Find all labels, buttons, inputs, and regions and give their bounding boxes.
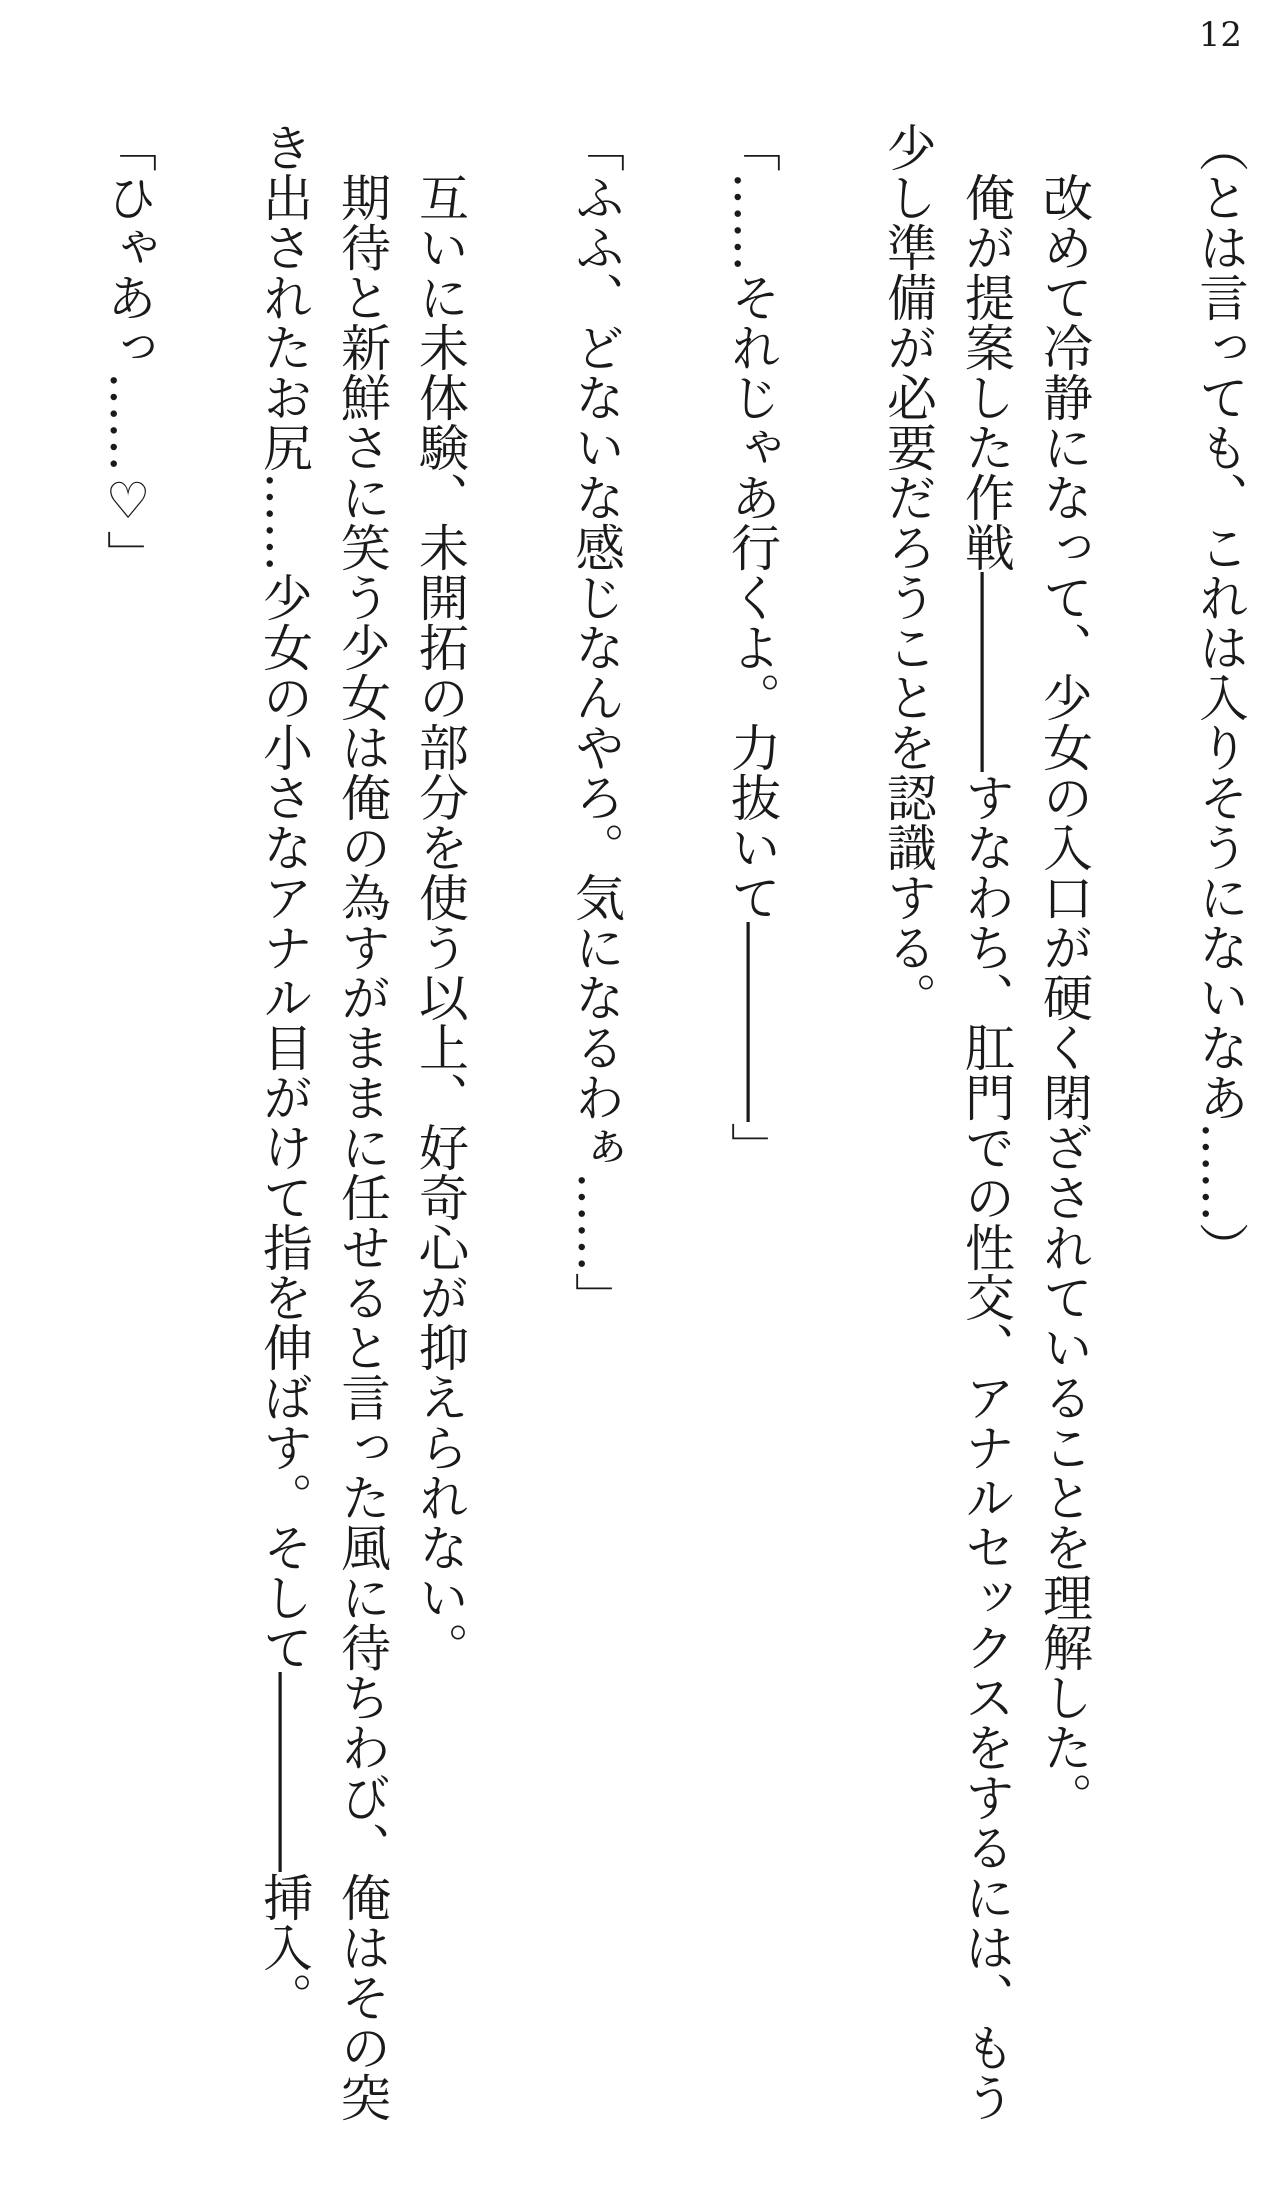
text-line bbox=[167, 122, 245, 2196]
text-line: 期待と新鮮さに笑う少女は俺の為すがままに任せると言った風に待ちわび、俺はその突 bbox=[333, 122, 391, 2122]
text-line bbox=[1103, 122, 1181, 2196]
text-line bbox=[791, 122, 869, 2196]
text-line: 「ひゃあっ……♡」 bbox=[99, 122, 157, 580]
text-line: 互いに未体験、未開拓の部分を使う以上、好奇心が抑えられない。 bbox=[411, 122, 469, 1672]
text-line: 俺が提案した作戦――――すなわち、肛門での性交、アナルセックスをするには、もう bbox=[957, 122, 1015, 2122]
text-line: き出されたお尻……少女の小さなアナル目がけて指を伸ばす。そして――――挿入。 bbox=[255, 122, 313, 2022]
text-line: 「……それじゃあ行くよ。力抜いて――――」 bbox=[723, 122, 781, 1172]
text-line: 改めて冷静になって、少女の入口が硬く閉ざされていることを理解した。 bbox=[1035, 122, 1093, 1822]
text-line bbox=[479, 122, 557, 2196]
text-line: 「ふふ、どないな感じなんやろ。気になるわぁ……」 bbox=[567, 122, 625, 1322]
page-number: 12 bbox=[1198, 15, 1242, 55]
text-line: 少し準備が必要だろうことを認識する。 bbox=[879, 122, 937, 1022]
vertical-text-area bbox=[89, 122, 1259, 2196]
text-line bbox=[635, 122, 713, 2196]
text-line: （とは言っても、これは入りそうにないなあ……） bbox=[1191, 122, 1249, 1272]
